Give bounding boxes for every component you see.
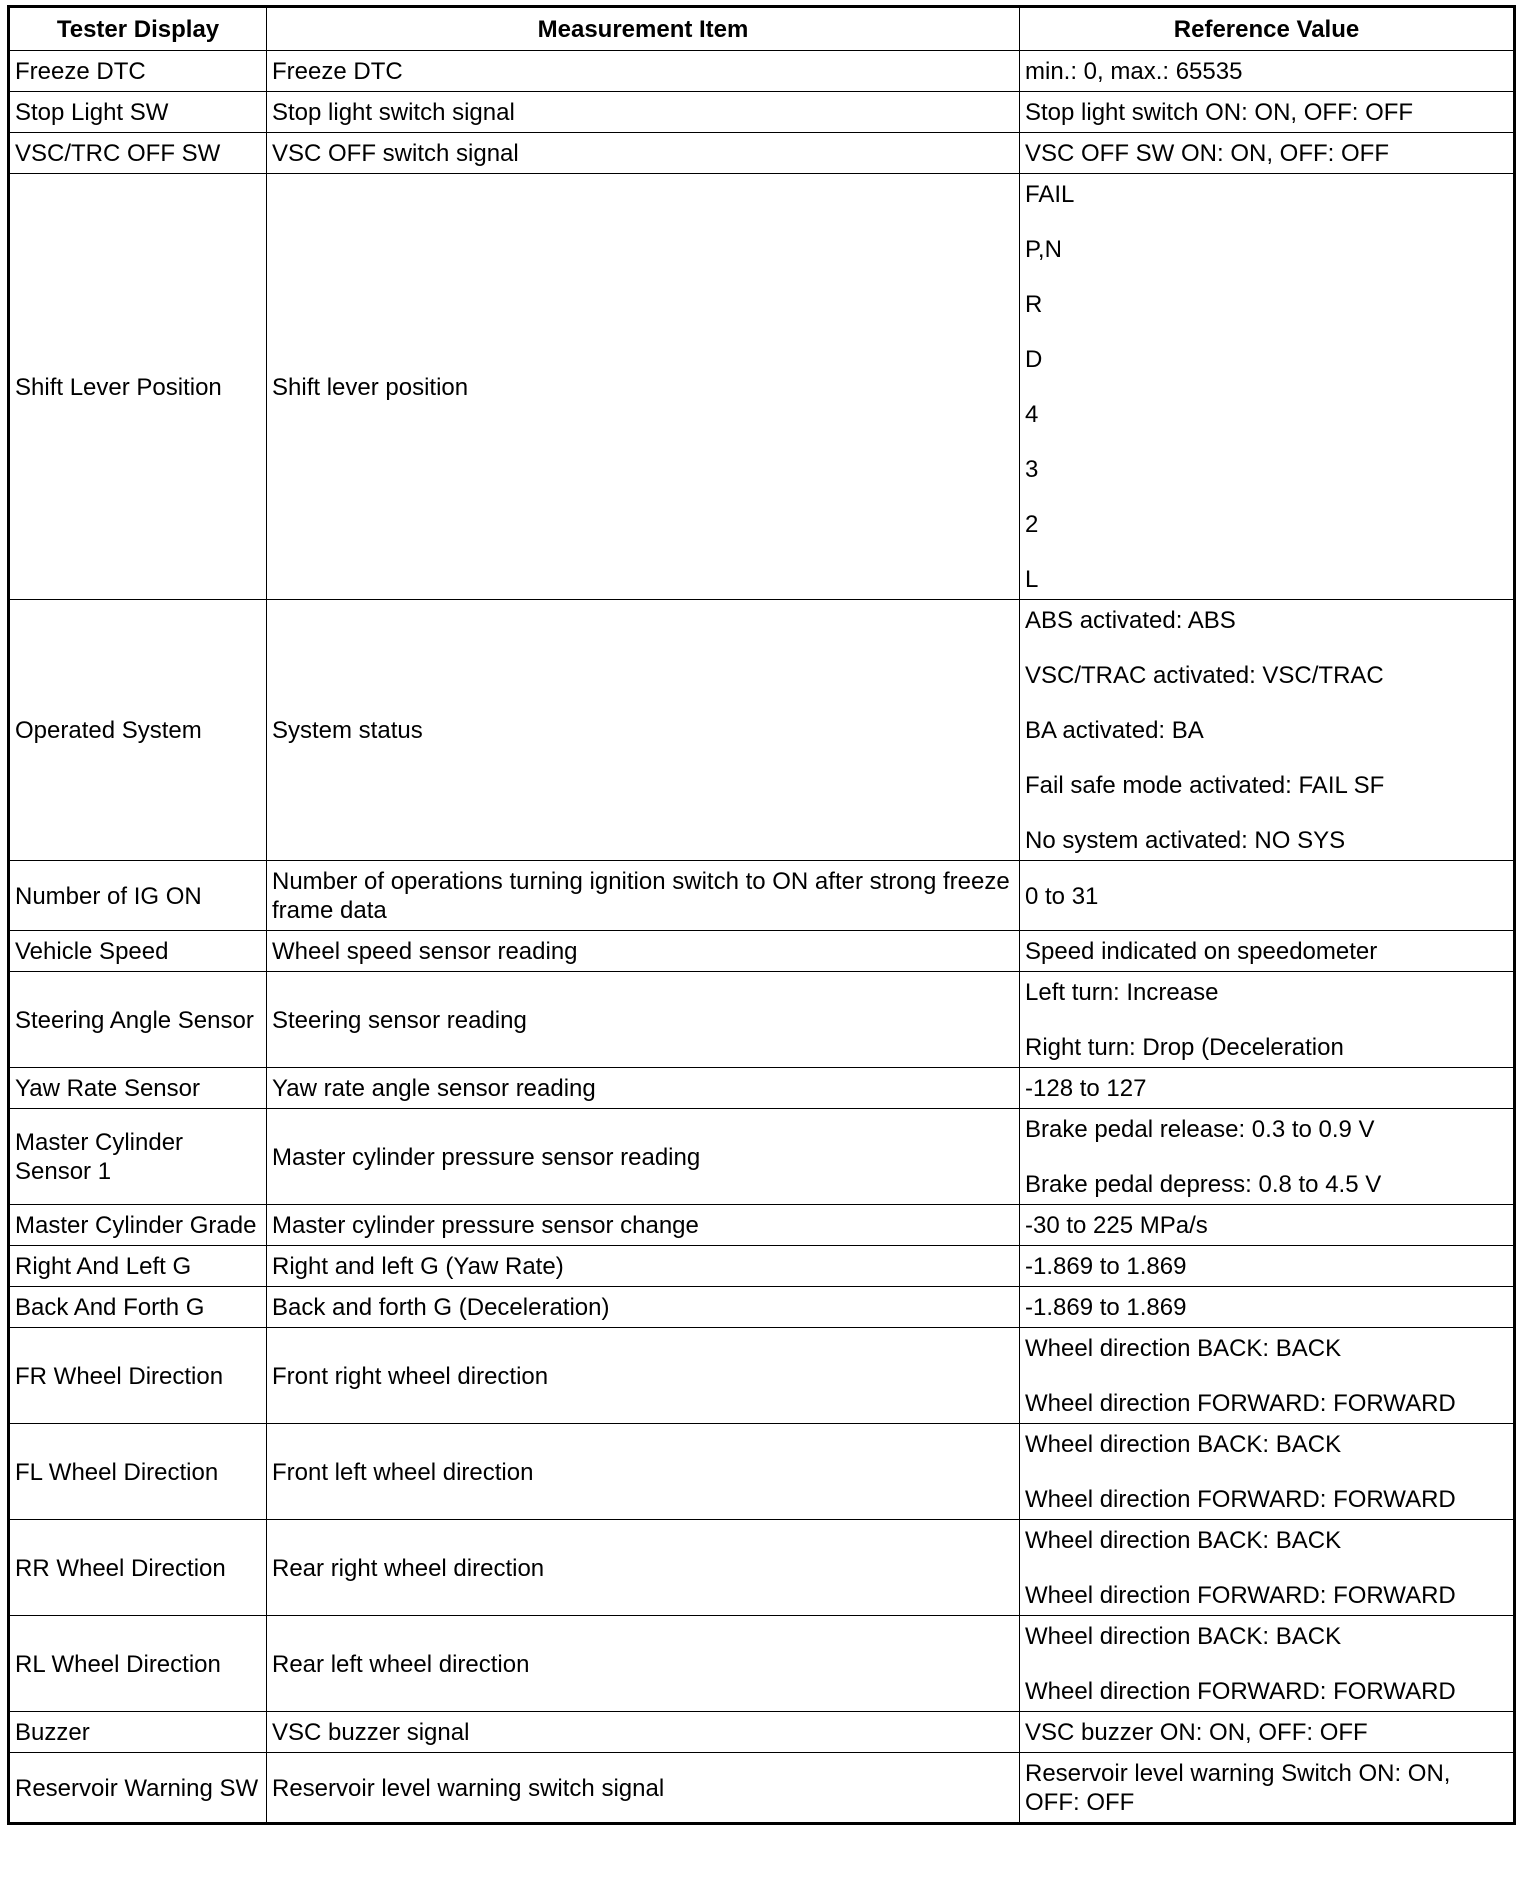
data-list-sheet [7,5,1513,1825]
measurement-item-cell: Front left wheel direction [267,1424,1020,1520]
tester-display-cell: Stop Light SW [9,92,267,133]
data-list-table [7,5,1516,1825]
measurement-item-cell: Front right wheel direction [267,1328,1020,1424]
tester-display-cell: Freeze DTC [9,51,267,92]
reference-value-cell [1020,1520,1515,1616]
tester-display-cell: RR Wheel Direction [9,1520,267,1616]
tester-display-cell: Yaw Rate Sensor [9,1068,267,1109]
table-row [9,1520,1515,1616]
reference-value-line: -30 to 225 MPa/s [1025,1212,1208,1239]
table-row [9,1287,1515,1328]
table-row [9,1424,1515,1520]
table-row [9,1753,1515,1824]
reference-value-line: Wheel direction FORWARD: FORWARD [1025,1486,1456,1513]
reference-value-line: D [1025,346,1043,373]
measurement-item-cell: Master cylinder pressure sensor change [267,1205,1020,1246]
table-row [9,174,1515,600]
reference-value-line: Wheel direction BACK: BACK [1025,1335,1342,1362]
table-row [9,1246,1515,1287]
measurement-item-cell: System status [267,600,1020,861]
reference-value-line: Left turn: Increase [1025,979,1219,1006]
measurement-item-cell: Steering sensor reading [267,972,1020,1068]
header-tester-display: Tester Display [9,7,267,51]
reference-value-cell [1020,1712,1515,1753]
tester-display-cell: Right And Left G [9,1246,267,1287]
reference-value-cell [1020,600,1515,861]
tester-display-cell: Buzzer [9,1712,267,1753]
reference-value-line: Brake pedal release: 0.3 to 0.9 V [1025,1116,1375,1143]
reference-value-cell [1020,861,1515,931]
tester-display-cell: Operated System [9,600,267,861]
table-row [9,51,1515,92]
tester-display-cell: FL Wheel Direction [9,1424,267,1520]
table-row [9,1712,1515,1753]
table-row [9,1068,1515,1109]
reference-value-line: Wheel direction BACK: BACK [1025,1431,1342,1458]
tester-display-cell: Back And Forth G [9,1287,267,1328]
measurement-item-cell: Wheel speed sensor reading [267,931,1020,972]
measurement-item-cell: Master cylinder pressure sensor reading [267,1109,1020,1205]
reference-value-line: Fail safe mode activated: FAIL SF [1025,772,1385,799]
table-row [9,1109,1515,1205]
reference-value-line: min.: 0, max.: 65535 [1025,58,1243,85]
header-row [9,7,1515,51]
header-reference-value: Reference Value [1020,7,1515,51]
table-row [9,1205,1515,1246]
reference-value-line: Wheel direction BACK: BACK [1025,1527,1342,1554]
table-row [9,861,1515,931]
measurement-item-cell: Reservoir level warning switch signal [267,1753,1020,1824]
tester-display-cell: Reservoir Warning SW [9,1753,267,1824]
tester-display-cell: Number of IG ON [9,861,267,931]
reference-value-cell [1020,1287,1515,1328]
reference-value-cell [1020,972,1515,1068]
reference-value-line: 4 [1025,401,1039,428]
reference-value-line: Reservoir level warning Switch ON: ON, OFF: OFF [1025,1760,1451,1816]
table-row [9,133,1515,174]
table-row [9,972,1515,1068]
measurement-item-cell: Yaw rate angle sensor reading [267,1068,1020,1109]
reference-value-line: No system activated: NO SYS [1025,827,1346,854]
reference-value-cell [1020,1068,1515,1109]
reference-value-cell [1020,1205,1515,1246]
measurement-item-cell: VSC buzzer signal [267,1712,1020,1753]
reference-value-cell [1020,174,1515,600]
reference-value-line: R [1025,291,1043,318]
reference-value-cell [1020,1109,1515,1205]
measurement-item-cell: Freeze DTC [267,51,1020,92]
reference-value-cell [1020,1424,1515,1520]
measurement-item-cell: Rear left wheel direction [267,1616,1020,1712]
tester-display-cell: Vehicle Speed [9,931,267,972]
tester-display-cell: VSC/TRC OFF SW [9,133,267,174]
reference-value-line: 3 [1025,456,1039,483]
header-measurement-item: Measurement Item [267,7,1020,51]
measurement-item-cell: Number of operations turning ignition switch to ON after strong freeze frame data [267,861,1020,931]
reference-value-line: -1.869 to 1.869 [1025,1253,1187,1280]
tester-display-cell: RL Wheel Direction [9,1616,267,1712]
table-row [9,600,1515,861]
reference-value-line: FAIL [1025,181,1075,208]
reference-value-line: VSC/TRAC activated: VSC/TRAC [1025,662,1384,689]
reference-value-line: BA activated: BA [1025,717,1204,744]
reference-value-line: 2 [1025,511,1039,538]
reference-value-cell [1020,51,1515,92]
reference-value-line: 0 to 31 [1025,882,1099,910]
reference-value-cell [1020,1616,1515,1712]
reference-value-line: P,N [1025,236,1062,263]
reference-value-line: -128 to 127 [1025,1075,1147,1102]
measurement-item-cell: Right and left G (Yaw Rate) [267,1246,1020,1287]
reference-value-line: -1.869 to 1.869 [1025,1294,1187,1321]
measurement-item-cell: Rear right wheel direction [267,1520,1020,1616]
table-row [9,931,1515,972]
reference-value-line: Wheel direction FORWARD: FORWARD [1025,1582,1456,1609]
table-row [9,92,1515,133]
tester-display-cell: Shift Lever Position [9,174,267,600]
table-row [9,1328,1515,1424]
measurement-item-cell: Shift lever position [267,174,1020,600]
reference-value-line: ABS activated: ABS [1025,607,1236,634]
measurement-item-cell: Stop light switch signal [267,92,1020,133]
reference-value-cell [1020,92,1515,133]
reference-value-cell [1020,133,1515,174]
reference-value-line: Wheel direction BACK: BACK [1025,1623,1342,1650]
reference-value-line: VSC buzzer ON: ON, OFF: OFF [1025,1719,1368,1746]
tester-display-cell: FR Wheel Direction [9,1328,267,1424]
reference-value-line: Wheel direction FORWARD: FORWARD [1025,1390,1456,1417]
tester-display-cell: Master Cylinder Grade [9,1205,267,1246]
reference-value-line: Right turn: Drop (Deceleration [1025,1034,1344,1061]
reference-value-line: Speed indicated on speedometer [1025,938,1378,965]
reference-value-line: Brake pedal depress: 0.8 to 4.5 V [1025,1171,1382,1198]
reference-value-line: Wheel direction FORWARD: FORWARD [1025,1678,1456,1705]
measurement-item-cell: VSC OFF switch signal [267,133,1020,174]
tester-display-cell: Master Cylinder Sensor 1 [9,1109,267,1205]
reference-value-cell [1020,1328,1515,1424]
reference-value-cell [1020,1246,1515,1287]
measurement-item-cell: Back and forth G (Deceleration) [267,1287,1020,1328]
table-row [9,1616,1515,1712]
reference-value-cell [1020,1753,1515,1824]
reference-value-line: L [1025,566,1039,593]
table-body [9,51,1515,1824]
reference-value-line: Stop light switch ON: ON, OFF: OFF [1025,99,1414,126]
reference-value-cell [1020,931,1515,972]
reference-value-line: VSC OFF SW ON: ON, OFF: OFF [1025,140,1389,167]
tester-display-cell: Steering Angle Sensor [9,972,267,1068]
